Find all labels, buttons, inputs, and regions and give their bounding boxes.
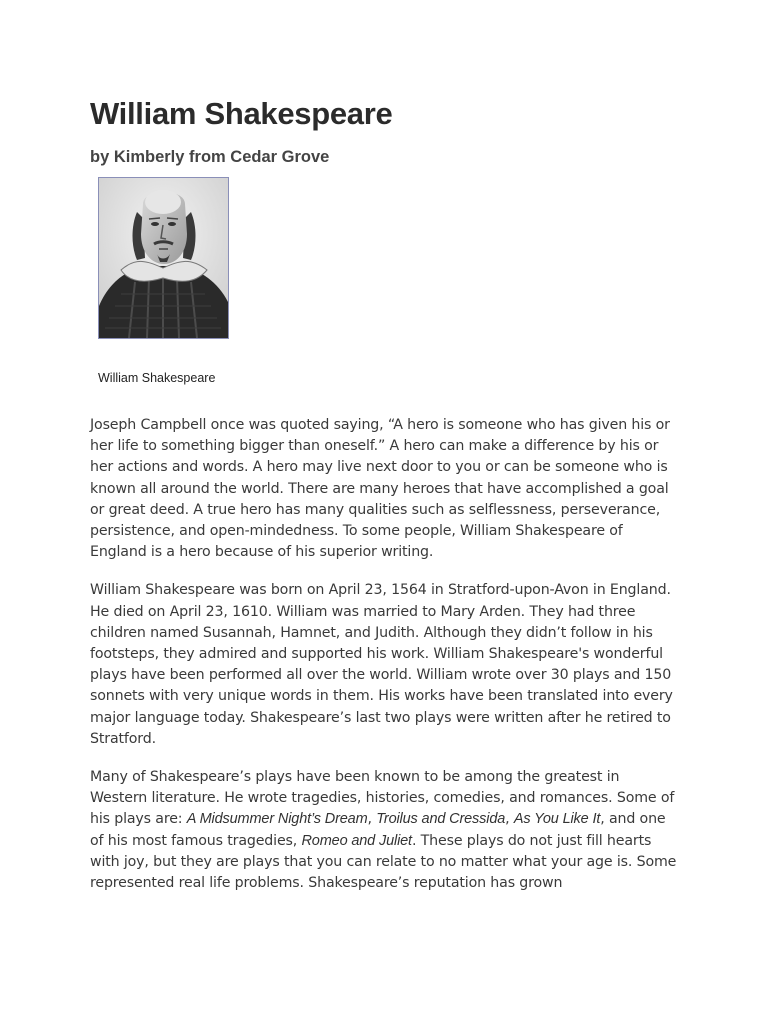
article-title: William Shakespeare (90, 96, 393, 131)
separator: , (505, 811, 514, 828)
play-title-as-you-like-it: As You Like It (513, 811, 601, 828)
article-body (90, 415, 678, 894)
paragraph-3-middle: , and one of his most famous tragedies, (90, 811, 666, 849)
play-title-romeo-juliet: Romeo and Juliet (301, 832, 412, 849)
shakespeare-portrait-image (98, 177, 229, 339)
image-caption: William Shakespeare (98, 371, 216, 385)
paragraph-2: William Shakespeare was born on April 23, 1564 in Stratford-upon-Avon in England. He died on April 23, 1610. William was married to Mary Arden. They had three children named Susannah, Hamnet, and Judith. Although they didn’t follow in his footsteps, they admired and supported his work. William Shakespeare's wonderful plays have been performed all over the world. William wrote over 30 plays and 150 sonnets with very unique words in them. His works have been translated into every major language today. Shakespeare’s last two plays were written after he retired to Stratford. (90, 582, 673, 747)
play-title-troilus: Troilus and Cressida (376, 811, 506, 828)
separator: , (367, 811, 377, 828)
portrait-figure (98, 177, 678, 387)
play-title-midsummer: A Midsummer Night’s Dream (186, 811, 368, 828)
paragraph-1: Joseph Campbell once was quoted saying, “A hero is someone who has given his or her life to something bigger than oneself.” A hero can make a difference by his or her actions and words. A hero may live next door to you or can be someone who is known all around the world. There are many heroes that have accomplished a goal or great deed. A true hero has many qualities such as selflessness, perseverance, persistence, and open-mindedness. To some people, William Shakespeare of England is a hero because of his superior writing. (90, 417, 670, 561)
article-byline: by Kimberly from Cedar Grove (90, 148, 330, 166)
paragraph-3-intro: Many of Shakespeare’s plays have been known to be among the greatest in Western literature. He wrote tragedies, histories, comedies, and romances. Some of his plays are: (90, 769, 675, 828)
paragraph-3 (90, 767, 678, 894)
paragraph-3-outro: . These plays do not just fill hearts with joy, but they are plays that you can relate to no matter what your age is. Some represented real life problems. Shakespeare’s reputation has grown (90, 832, 677, 892)
